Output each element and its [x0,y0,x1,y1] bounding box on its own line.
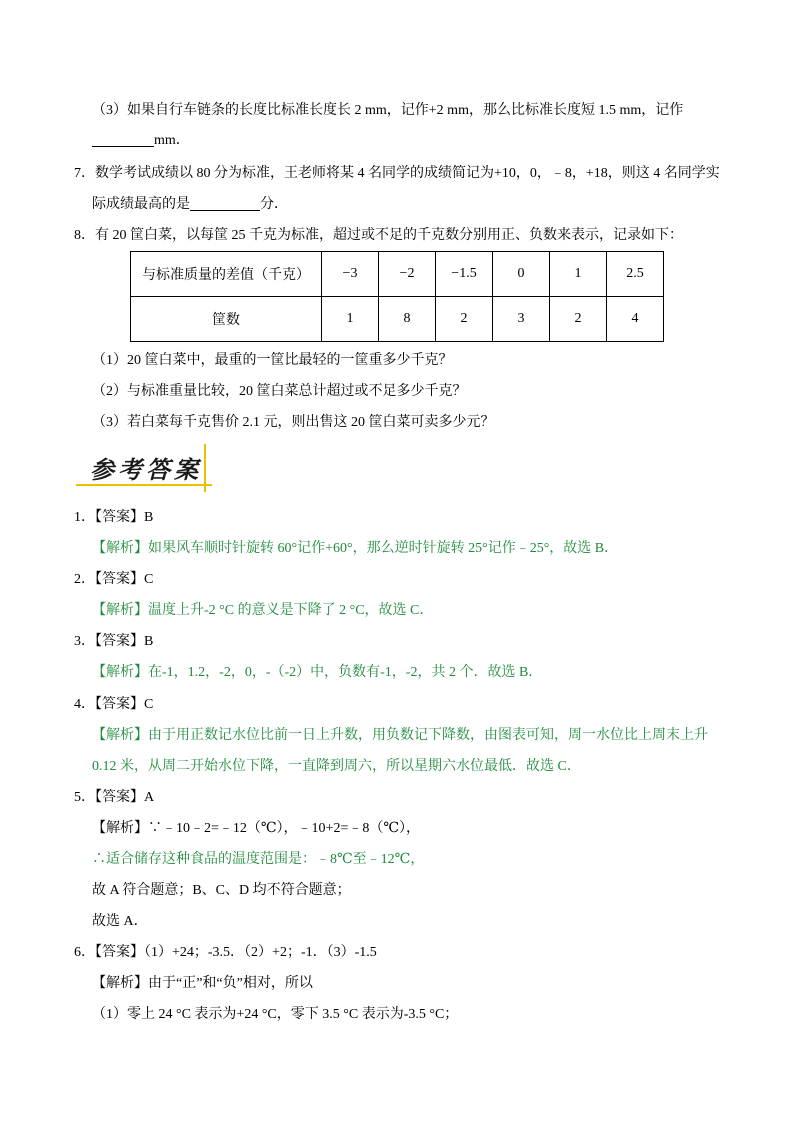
answer-3-explanation: 【解析】在-1，1.2，-2，0，-（-2）中，负数有-1，-2，共 2 个．故选 B． [92,665,543,680]
data-table [130,251,664,342]
q8-intro: 8．有 20 筐白菜，以每筐 25 千克为标准，超过或不足的千克数分别用正、负数来表示，记录如下： [74,228,683,243]
table-cell: 3 [493,297,550,342]
answer-5-explanation-line3: 故 A 符合题意；B、C、D 均不符合题意； [92,883,351,898]
answer-5-explanation-line2: ∴适合储存这种食品的温度范围是：﹣8℃至﹣12℃， [92,852,425,867]
table-row [131,297,664,342]
table-cell: 1 [322,297,379,342]
answers-header [76,444,216,494]
q6-part3-suffix: mm． [154,133,190,148]
answer-4-explanation-line2: 0.12 米，从周二开始水位下降，一直降到周六，所以星期六水位最低．故选 C． [92,759,581,774]
table-cell: 2.5 [607,252,664,297]
header-underline [76,484,212,486]
q7-suffix: 分． [260,197,288,212]
table-cell: −3 [322,252,379,297]
answer-5: 5．【答案】A [74,790,155,805]
answer-6-explanation-line2: （1）零上 24 °C 表示为+24 °C，零下 3.5 °C 表示为-3.5 °C； [92,1007,459,1022]
answer-3: 3．【答案】B [74,634,154,649]
answer-1-explanation: 【解析】如果风车顺时针旋转 60°记作+60°，那么逆时针旋转 25°记作﹣25°，故选 B． [92,541,619,556]
table-cell: 4 [607,297,664,342]
answer-6: 6．【答案】（1）+24；-3.5．（2）+2；-1．（3）-1.5 [74,945,377,960]
answer-1: 1．【答案】B [74,510,154,525]
header-vertical-bar [204,444,206,492]
table-cell: 2 [436,297,493,342]
table-row [131,252,664,297]
table-cell: 0 [493,252,550,297]
table-cell: 8 [379,297,436,342]
answer-4-explanation-line1: 【解析】由于用正数记水位比前一日上升数，用负数记下降数，由图表可知，周一水位比上周末上升 [92,728,708,743]
answer-blank[interactable] [92,132,154,147]
table-row-label: 与标准质量的差值（千克） [131,252,322,297]
q6-part3-line1: （3）如果自行车链条的长度比标准长度长 2 mm，记作+2 mm，那么比标准长度短 1.5 mm，记作 [92,103,684,118]
table-cell: 1 [550,252,607,297]
answer-4: 4．【答案】C [74,697,154,712]
answer-2-explanation: 【解析】温度上升-2 °C 的意义是下降了 2 °C，故选 C． [92,603,434,618]
table-cell: 2 [550,297,607,342]
answer-2: 2．【答案】C [74,572,154,587]
table-row-label: 筐数 [131,297,322,342]
q7-line1: 7．数学考试成绩以 80 分为标准，王老师将某 4 名同学的成绩简记为+10，0，﹣8，+18，则这 4 名同学实 [74,166,720,181]
q7-line2 [92,195,288,215]
q6-part3-line2 [92,131,190,151]
answer-6-explanation-line1: 【解析】由于“正”和“负”相对，所以 [92,976,313,991]
table-cell: −1.5 [436,252,493,297]
answer-5-explanation-line1: 【解析】∵﹣10﹣2=﹣12（℃），﹣10+2=﹣8（℃）， [92,821,421,836]
answer-blank[interactable] [190,196,260,211]
answer-5-explanation-line4: 故选 A． [92,914,148,929]
answers-header-title: 参考答案 [90,455,202,484]
q7-prefix: 际成绩最高的是 [92,197,190,212]
q8-sub1: （1）20 筐白菜中，最重的一筐比最轻的一筐重多少千克？ [92,353,453,368]
q8-sub3: （3）若白菜每千克售价 2.1 元，则出售这 20 筐白菜可卖多少元？ [92,415,495,430]
table-cell: −2 [379,252,436,297]
q8-sub2: （2）与标准重量比较，20 筐白菜总计超过或不足多少千克？ [92,384,467,399]
